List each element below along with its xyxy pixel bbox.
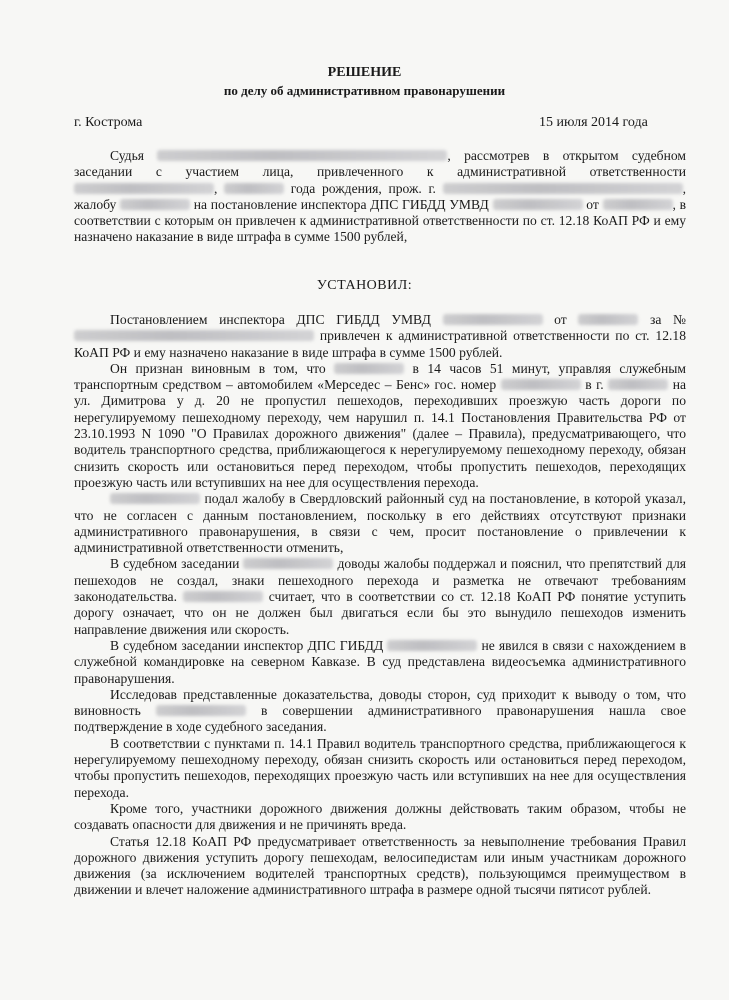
- redacted-date: [603, 199, 673, 210]
- paragraph: [74, 361, 686, 491]
- section-heading: УСТАНОВИЛ:: [316, 278, 413, 293]
- redacted-plate: [501, 379, 581, 390]
- intro-text: года рождения, прож. г.: [290, 180, 436, 196]
- intro-text: , жалобу: [74, 180, 686, 212]
- redacted-name: [183, 591, 263, 602]
- redacted-name: [443, 314, 543, 325]
- paragraph: В соответствии с пунктами п. 14.1 Правил водитель транспортного средства, приближающегося к нерегулируемому пешеходному переходу, обязан снизить скорость или остановиться перед переходом, чтобы пропустить пешеходов, переходящих проезжую часть или вступивших на нее для осуществления перехода.: [74, 735, 686, 800]
- redacted-date: [224, 183, 284, 194]
- text: подал жалобу в Свердловский районный суд на постановление, в которой указал, что не согласен с данным постановлением, поскольку в его действиях отсутствуют признаки административного правонарушения, в связи с чем, просит постановление о привлечении к административной ответственности отменить,: [74, 491, 686, 556]
- decision-date: 15 июля 2014 года: [539, 115, 648, 130]
- intro-text: от: [586, 196, 599, 212]
- redacted-name: [243, 558, 333, 569]
- paragraph: [74, 687, 686, 736]
- text: Он признан виновным в том, что: [110, 360, 326, 376]
- redacted-name: [120, 199, 190, 210]
- intro-text: , рассмотрев в открытом судебном заседании с участием лица, привлеченного к административной ответственности: [74, 148, 686, 180]
- text: привлечен к административной ответственности по ст. 12.18 КоАП РФ и ему назначено наказание в виде штрафа в сумме 1500 рублей.: [74, 328, 686, 360]
- text: Исследовав представленные доказательства, доводы сторон, суд приходит к выводу о том, что виновность: [74, 686, 686, 719]
- text: в 14 часов 51 минут, управляя служебным транспортным средством – автомобилем «Мерседес – Бенс» гос. номер: [74, 360, 686, 393]
- redacted-city: [608, 379, 668, 390]
- text: не явился в связи с нахождением в служебной командировке на северном Кавказе. В суд представлена видеосъемка административного правонарушения.: [74, 637, 686, 686]
- paragraph: Статья 12.18 КоАП РФ предусматривает ответственность за невыполнение требования Правил дорожного движения уступить дорогу пешеходам, велосипедистам или иным участникам дорожного движения (за исключением водителей транспортных средств), пользующимся преимуществом в движении и влечет наложение административного штрафа в размере одной тысячи пятисот рублей.: [74, 833, 686, 898]
- intro-text: Судья: [110, 148, 145, 163]
- paragraph: Кроме того, участники дорожного движения должны действовать таким образом, чтобы не создавать опасности для движения и не причинять вреда.: [74, 800, 686, 833]
- redacted-name: [156, 705, 246, 716]
- intro-text: , в соответствии с которым он привлечен к административной ответственности по ст. 12.18 КоАП РФ и ему назначено наказание в виде штрафа в сумме 1500 рублей,: [74, 196, 687, 245]
- paragraph: [74, 312, 686, 361]
- redacted-name: [334, 363, 404, 374]
- city: г. Кострома: [74, 115, 143, 130]
- text: на ул. Димитрова у д. 20 не пропустил пешеходов, переходивших проезжую часть дороги по нерегулируемому пешеходному переходу, чем нарушил п. 14.1 Постановления Правительства РФ от 23.10.1993 N 1090 "О Правилах дорожного движения" (далее – Правила), предусматривающего, что водитель транспортного средства, приближающегося к нерегулируемому пешеходному переходу, обязан снизить скорость или остановиться перед переходом, чтобы пропустить пешеходов, переходящих проезжую часть или вступивших на нее для осуществления перехода.: [74, 377, 687, 490]
- body-text: [74, 312, 686, 899]
- redacted-name: [74, 183, 214, 194]
- redacted-address: [443, 183, 683, 194]
- paragraph: [74, 491, 686, 556]
- redacted-name: [110, 493, 200, 504]
- paragraph: [74, 556, 686, 637]
- text: за №: [650, 312, 687, 327]
- paragraph: [74, 638, 686, 687]
- text: В судебном заседании: [110, 556, 240, 572]
- intro-text: на постановление инспектора ДПС ГИБДД УМВД: [193, 196, 489, 212]
- intro-paragraph: Судья , рассмотрев в открытом судебном заседании с участием лица, привлеченного к административной ответственности , года рождения, прож. г. , жалобу на постановление инспектора ДПС ГИБДД УМВД от , в соответствии с которым он привлечен к административной ответственности по ст. 12.18 КоАП РФ и ему назначено наказание в виде штрафа в сумме 1500 рублей,: [74, 148, 687, 245]
- text: в совершении административного правонарушения нашла свое подтверждение в ходе судебного заседания.: [74, 703, 686, 735]
- document-subtitle: по делу об административном правонарушении: [223, 83, 506, 98]
- text: доводы жалобы поддержал и пояснил, что препятствий для пешеходов не создал, знаки пешеходного перехода и разметка не отвечают требованиям законодательства.: [74, 556, 686, 605]
- text: от: [554, 312, 567, 327]
- text: В судебном заседании инспектор ДПС ГИБДД: [110, 637, 384, 653]
- redacted-name: [493, 199, 583, 210]
- text: Постановлением инспектора ДПС ГИБДД УМВД: [110, 312, 431, 327]
- redacted-name: [387, 640, 477, 651]
- document-title: РЕШЕНИЕ: [327, 65, 402, 80]
- text: считает, что в соответствии со ст. 12.18 КоАП РФ понятие уступить дорогу означает, что он не должен был двигаться если бы это вынудило пешеходов изменить направление движения или скорость.: [74, 589, 686, 637]
- redacted-date: [578, 314, 638, 325]
- redacted-number: [74, 330, 314, 341]
- redacted-name: [157, 150, 447, 161]
- text: в г.: [585, 377, 604, 393]
